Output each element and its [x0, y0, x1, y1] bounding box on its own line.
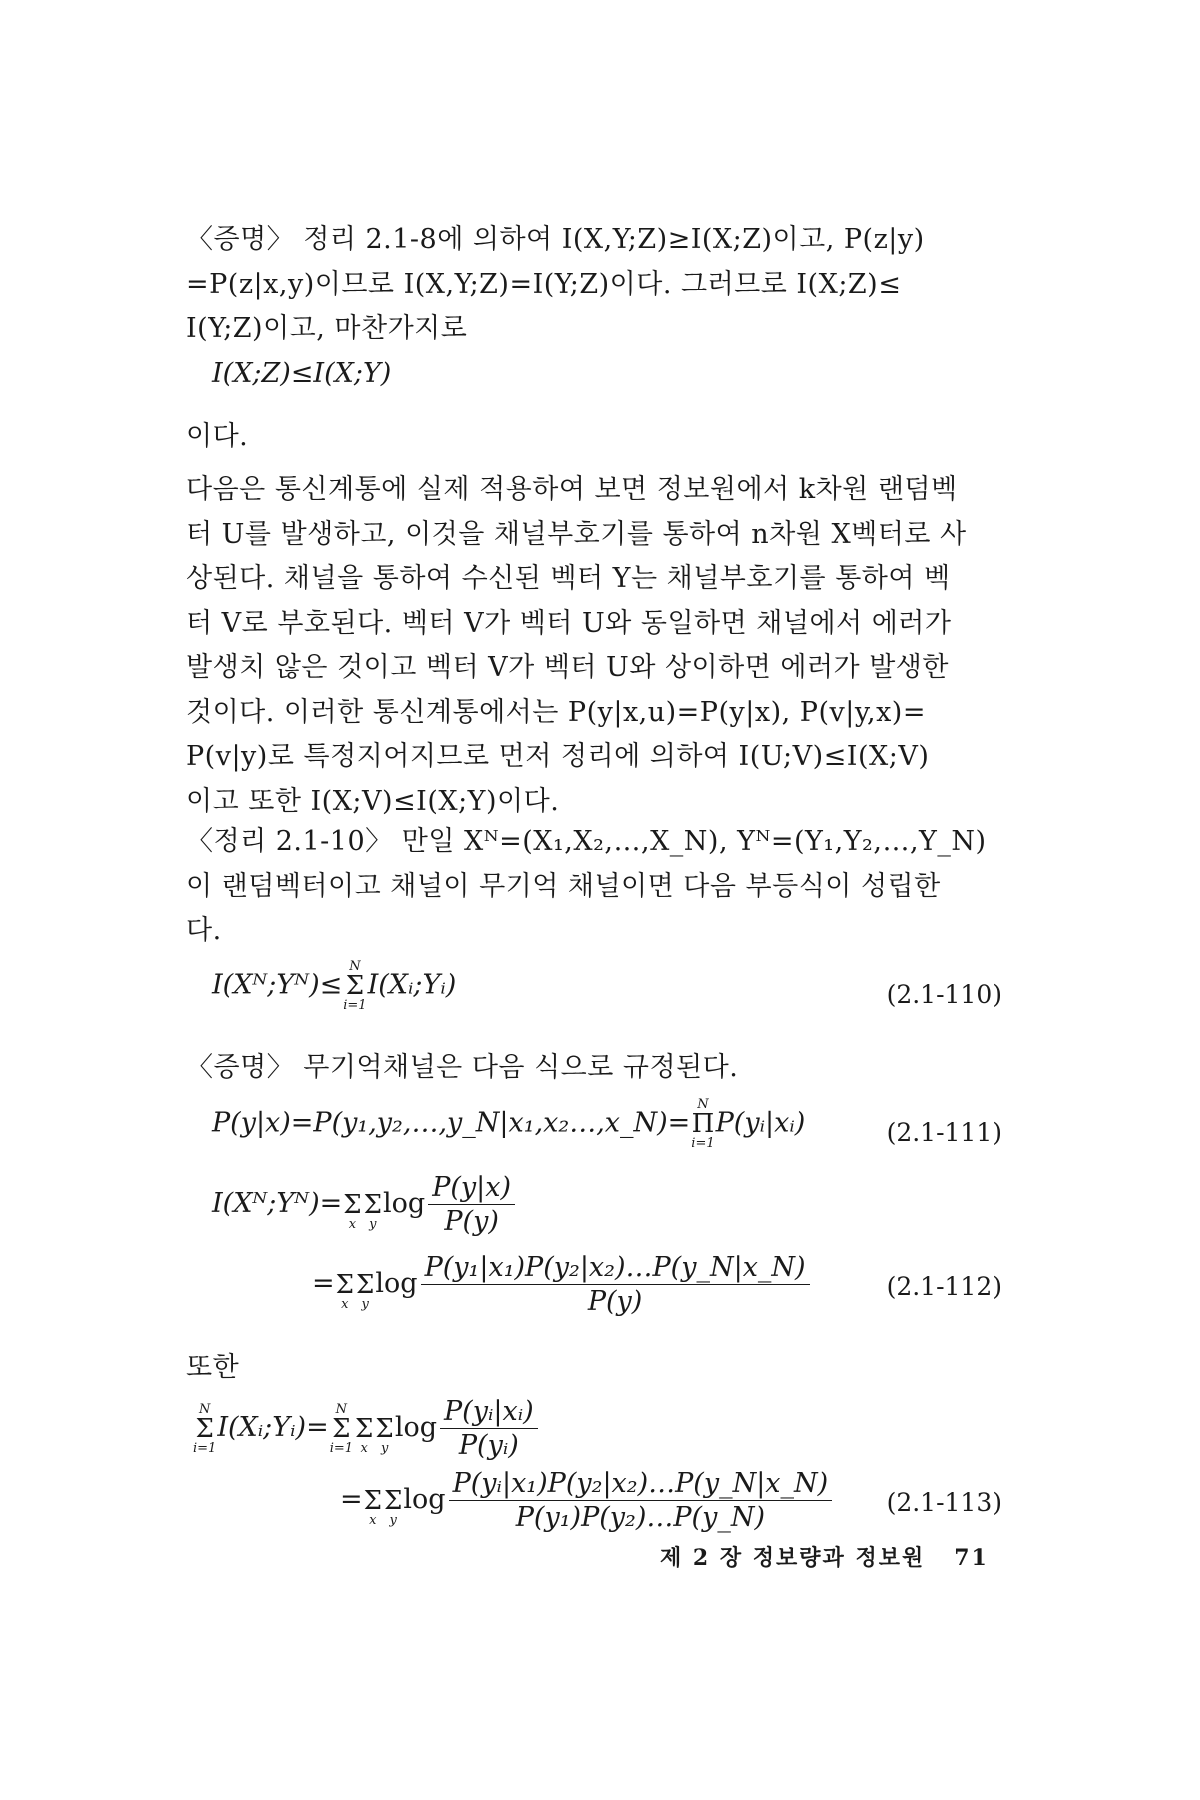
product-upper-limit: N [697, 1097, 709, 1112]
summation-symbol: Σ y [363, 1189, 383, 1232]
denominator: P(yᵢ) [458, 1430, 519, 1461]
equation-lhs: I(Xᴺ;Yᴺ)= [212, 1188, 343, 1219]
text-line: 터 U를 발생하고, 이것을 채널부호기를 통하여 n차원 X벡터로 사 [186, 518, 967, 550]
text-line: I(Y;Z)이고, 마찬가지로 [186, 313, 468, 344]
summation-symbol: N Σ i=1 [329, 1401, 354, 1456]
equation-lhs: = [312, 1268, 335, 1299]
text-line: 이 랜덤벡터이고 채널이 무기억 채널이면 다음 부등식이 성립한 [186, 870, 941, 902]
sum-upper-limit: N [349, 959, 361, 974]
denominator: P(y) [444, 1206, 499, 1237]
equation-lhs: = [340, 1484, 363, 1515]
sum-upper-limit: N [198, 1401, 211, 1417]
sum-lower-limit: y [361, 1296, 369, 1312]
summation-symbol: Σ x [363, 1485, 383, 1528]
equation-2-1-112-line-2 [312, 1252, 813, 1317]
numerator: P(y₁|x₁)P(y₂|x₂)…P(y_N|x_N) [421, 1252, 810, 1285]
text-line: 〈증명〉 정리 2.1-8에 의하여 I(X,Y;Z)≥I(X;Z)이고, P(z|y) [186, 224, 925, 255]
page-number: 71 [954, 1545, 989, 1571]
sum-lower-limit: y [380, 1440, 389, 1456]
equation-rhs: I(Xᵢ;Yᵢ) [367, 969, 457, 1001]
equation-2-1-110 [212, 960, 456, 1012]
sum-lower-limit: y [389, 1512, 397, 1528]
sigma-glyph: Σ [345, 971, 365, 1001]
summation-symbol: Σ x [335, 1269, 355, 1312]
text-line: 다음은 통신계통에 실제 적용하여 보면 정보원에서 k차원 랜덤벡 [186, 474, 958, 505]
denominator: P(y₁)P(y₂)…P(y_N) [515, 1502, 766, 1533]
sum-lower-limit: x [348, 1216, 357, 1232]
text-line: 것이다. 이러한 통신계통에서는 P(y|x,u)=P(y|x), P(v|y,x)= [186, 696, 926, 728]
equation-lhs: P(y|x)=P(y₁,y₂,…,y_N|x₁,x₂…,x_N)= [212, 1107, 691, 1139]
summation-symbol [343, 960, 366, 1012]
text-line: 다. [186, 915, 222, 946]
summation-symbol: Σ y [375, 1413, 394, 1456]
product-symbol [691, 1098, 714, 1150]
text-line: 이다. [186, 421, 249, 452]
sum-lower-limit: i=1 [329, 1440, 354, 1456]
equation-number: (2.1-111) [886, 1118, 1002, 1147]
also-label [186, 1346, 1001, 1391]
product-lower-limit: i=1 [691, 1136, 715, 1151]
text-line: 터 V로 부호된다. 벡터 V가 벡터 U와 동일하면 채널에서 에러가 [186, 607, 952, 639]
log-operator: log [375, 1268, 418, 1299]
text-line: 이고 또한 I(X;V)≤I(X;Y)이다. [186, 785, 560, 817]
denominator: P(y) [587, 1286, 643, 1317]
numerator: P(yᵢ|xᵢ) [440, 1396, 538, 1429]
fraction [449, 1468, 833, 1533]
summation-symbol: Σ y [384, 1485, 403, 1528]
summation-symbol: Σ x [355, 1413, 374, 1456]
text-line: 상된다. 채널을 통하여 수신된 벡터 Y는 채널부호기를 통하여 벡 [186, 563, 951, 594]
equation-lhs: I(Xᵢ;Yᵢ)= [217, 1412, 329, 1443]
summation-symbol: N Σ i=1 [193, 1401, 217, 1456]
equation-2-1-112-line-1 [212, 1172, 518, 1237]
text-line: 〈정리 2.1-10〉 만일 Xᴺ=(X₁,X₂,…,X_N), Yᴺ=(Y₁,Y₂,…,Y_N) [186, 826, 987, 857]
sum-lower-limit: y [369, 1216, 377, 1232]
equation-2-1-113-line-2 [340, 1468, 835, 1533]
sum-upper-limit: N [335, 1401, 348, 1417]
log-operator: log [403, 1484, 446, 1515]
fraction [421, 1252, 810, 1317]
text-line: 발생치 않은 것이고 벡터 V가 벡터 U와 상이하면 에러가 발생한 [186, 652, 949, 683]
pi-glyph: Π [691, 1109, 715, 1139]
sum-lower-limit: i=1 [343, 998, 367, 1013]
text-line: 또한 [186, 1352, 240, 1383]
proof-paragraph-1 [186, 218, 1001, 352]
equation-rhs: P(yᵢ|xᵢ) [715, 1107, 806, 1139]
equation-2-1-111 [212, 1098, 805, 1150]
numerator: P(y|x) [428, 1172, 515, 1205]
equation-number: (2.1-113) [886, 1488, 1002, 1517]
sum-lower-limit: x [360, 1440, 368, 1456]
log-operator: log [383, 1188, 426, 1219]
numerator: P(yᵢ|x₁)P(y₂|x₂)…P(y_N|x_N) [449, 1468, 833, 1501]
proof-paragraph-2 [186, 1046, 1001, 1091]
chapter-title: 제 2 장 정보량과 정보원 [660, 1545, 926, 1571]
fraction [428, 1172, 515, 1237]
summation-symbol: Σ x [343, 1189, 362, 1232]
equation-lhs: I(Xᴺ;Yᴺ)≤ [212, 969, 343, 1001]
text-line: P(v|y)로 특정지어지므로 먼저 정리에 의하여 I(U;V)≤I(X;V) [186, 741, 930, 772]
proof-conclusion [186, 415, 1001, 460]
text-line: =P(z|x,y)이므로 I(X,Y;Z)=I(Y;Z)이다. 그러므로 I(X;Z)≤ [186, 268, 902, 300]
theorem-paragraph [186, 820, 1001, 954]
summation-symbol: Σ y [356, 1269, 375, 1312]
fraction [440, 1396, 538, 1461]
equation-number: (2.1-112) [886, 1272, 1002, 1301]
equation-number: (2.1-110) [886, 980, 1002, 1009]
running-footer [660, 1541, 989, 1572]
log-operator: log [394, 1412, 437, 1443]
equation-inequality: I(X;Z)≤I(X;Y) [212, 358, 392, 389]
communication-system-paragraph [186, 468, 1001, 824]
sum-lower-limit: i=1 [193, 1440, 217, 1456]
text-line: 〈증명〉 무기억채널은 다음 식으로 규정된다. [186, 1052, 739, 1083]
equation-2-1-113-line-1 [192, 1396, 541, 1461]
sum-lower-limit: x [341, 1296, 349, 1312]
sum-lower-limit: x [369, 1512, 377, 1528]
